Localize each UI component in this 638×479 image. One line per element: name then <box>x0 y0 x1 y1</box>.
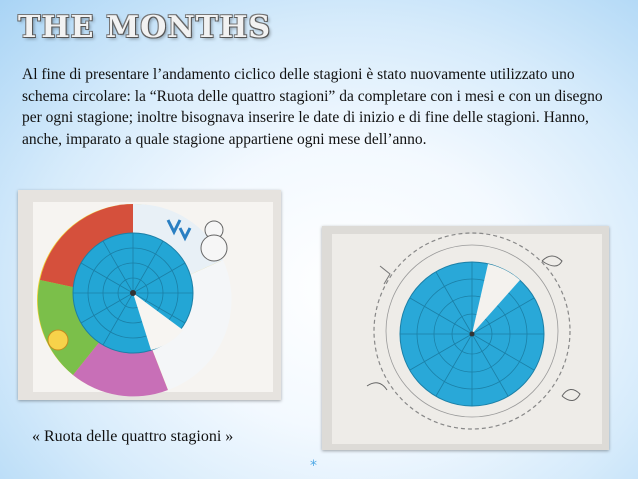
wheel-drawing-left <box>18 190 281 400</box>
wheel-drawing-right <box>322 226 609 450</box>
slide-body-text: Al fine di presentare l’andamento ciclico delle stagioni è stato nuovamente utilizzato uno schema circolare: la “Ruota delle quattro stagioni” da completare con i mesi e con un disegno per ogni stagione; inoltre bisognava inserire le date di inizio e di fine delle stagioni. Hanno, anche, imparato a quale stagione appartiene ogni mese dell’anno. <box>22 66 603 148</box>
star-decoration: * <box>310 458 317 474</box>
wheel-photo-right <box>322 226 609 450</box>
slide-title: THE MONTHS <box>18 10 272 45</box>
photo-caption: « Ruota delle quattro stagioni » <box>32 428 234 445</box>
wheel-photo-left <box>18 190 281 400</box>
